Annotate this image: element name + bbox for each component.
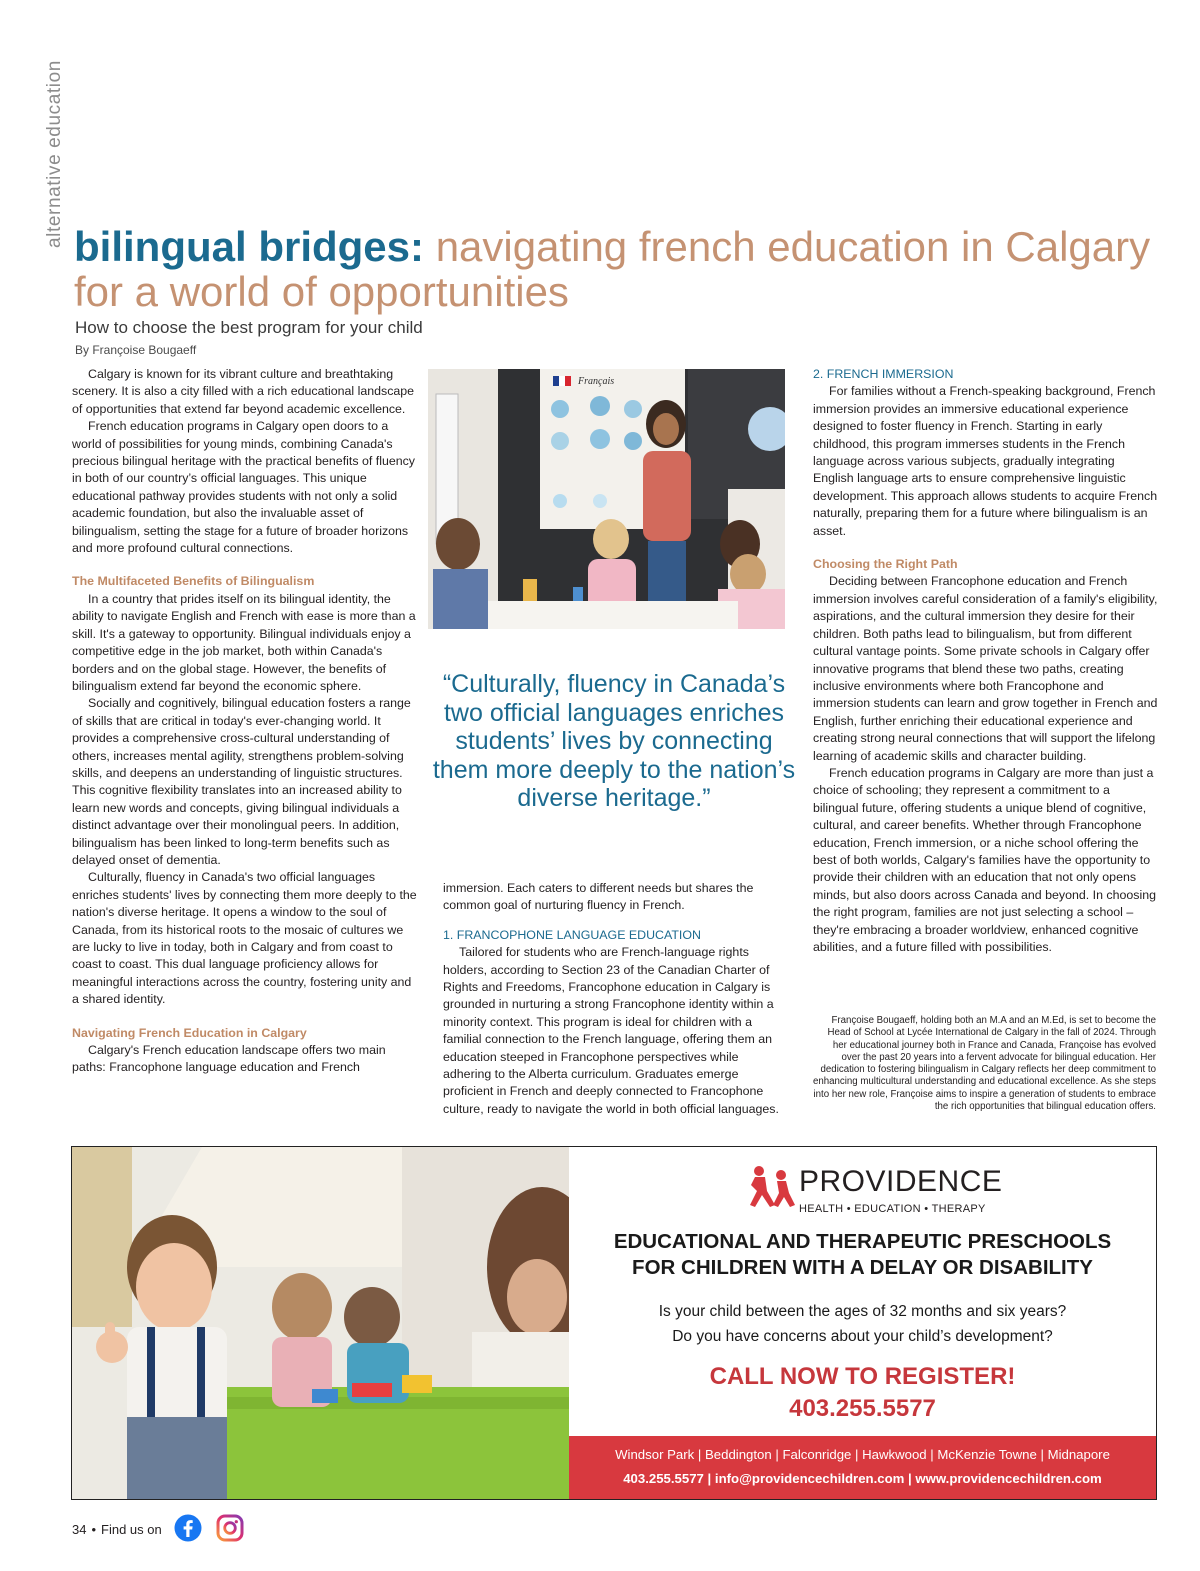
pull-quote: “Culturally, fluency in Canada’s two official languages enriches students’ lives by connecting them more deeply to the nation’s diverse heritage.”	[432, 670, 796, 813]
paragraph: In a country that prides itself on its bilingual identity, the ability to navigate English and French with ease is more than a skill. It's a gateway to opportunity. Bilingual individuals enjoy a competitive edge in the job market, both within Canada's borders and on the global stage. However, the benefits of bilingualism extend far beyond the economic sphere.	[72, 591, 416, 693]
article-title	[74, 224, 1174, 314]
paragraph: Deciding between Francophone education and French immersion involves careful consideration of a family's eligibility, aspirations, and the cultural immersion they desire for their children. Both paths lead to bilingualism, but from different cultural vantage points. Some private schools in Calgary offer innovative programs that blend these two paths, creating inclusive environments where both Francophone and immersion students can learn and grow together in French and English, further enriching their educational experience and creating strong neural connections that will support the lifelong learning of academic skills and character building.	[813, 574, 1158, 763]
bullet-separator: •	[91, 1521, 97, 1537]
title-rest: navigating french education in Calgary for a world of opportunities	[74, 223, 1151, 315]
paragraph: immersion. Each caters to different needs but shares the common goal of nurturing fluency in French.	[443, 881, 754, 913]
paragraph: Culturally, fluency in Canada's two official languages enriches students' lives by connecting them more deeply to the nation's diverse heritage. It opens a window to the soul of Canada, from its historical roots to the mosaic of cultures we are lucky to live in today, both in Calgary and from coast to coast to coast. This dual language proficiency allows for meaningful interactions across the country, fostering unity and a shared identity.	[72, 870, 417, 1007]
cta-text: CALL NOW TO REGISTER!	[709, 1363, 1016, 1390]
ad-locations: Windsor Park | Beddington | Falconridge | Hawkwood | McKenzie Towne | Midnapore	[615, 1447, 1110, 1462]
paragraph: Tailored for students who are French-language rights holders, according to Section 23 of the Canadian Charter of Rights and Freedoms, Francophone education in Calgary is grounded in nurturing a strong Francophone identity within a minority context. This program is ideal for children with a familial connection to the French language, offering them an education steeped in Francophone perspectives while adhering to the Alberta curriculum. Graduates emerge proficient in French and deeply connected to Francophone culture, ready to navigate the world in both official languages.	[443, 945, 779, 1116]
section-label: alternative education	[44, 60, 65, 248]
section-heading: 1. FRANCOPHONE LANGUAGE EDUCATION	[443, 927, 701, 942]
ad-questions	[569, 1299, 1156, 1349]
ad-headline	[569, 1229, 1156, 1281]
ad-contact-links[interactable]: 403.255.5577 | info@providencechildren.com | www.providencechildren.com	[623, 1471, 1102, 1486]
brand-name: PROVIDENCE	[799, 1165, 1003, 1198]
instagram-icon[interactable]	[216, 1514, 244, 1545]
byline: By Françoise Bougaeff	[75, 343, 197, 357]
ad-question: Is your child between the ages of 32 months and six years?	[658, 1303, 1067, 1320]
section-heading: Choosing the Right Path	[813, 557, 958, 572]
board-label: Français	[578, 376, 615, 387]
paragraph: Calgary's French education landscape offers two main paths: Francophone language education and French	[72, 1043, 386, 1075]
section-heading: The Multifaceted Benefits of Bilingualism	[72, 574, 315, 589]
ad-headline-line: FOR CHILDREN WITH A DELAY OR DISABILITY	[632, 1256, 1093, 1279]
page-footer	[72, 1515, 244, 1543]
find-us-label: Find us on	[101, 1521, 162, 1537]
page-number: 34	[72, 1521, 87, 1537]
cta-phone[interactable]: 403.255.5577	[789, 1395, 936, 1422]
section-heading: 2. FRENCH IMMERSION	[813, 367, 954, 381]
providence-logo	[737, 1163, 1003, 1219]
paragraph: For families without a French-speaking background, French immersion provides an immersive educational experience designed to foster fluency in French. Starting in early childhood, this program immerses students in the French language across various subjects, gradually integrating English language arts to ensure comprehensive linguistic development. This approach allows students to acquire French naturally, preparing them for a future where bilingualism is an asset.	[813, 384, 1158, 538]
ad-contact-band	[569, 1436, 1156, 1499]
running-children-icon	[737, 1163, 797, 1213]
facebook-icon[interactable]	[174, 1514, 202, 1545]
providence-advertisement[interactable]	[71, 1146, 1157, 1500]
article-column-2	[443, 880, 788, 1118]
article-subtitle: How to choose the best program for your child	[75, 318, 423, 337]
title-lead: bilingual bridges:	[74, 223, 425, 270]
paragraph: Socially and cognitively, bilingual education fosters a range of skills that are critical in today's ever-changing world. It provides a comprehensive cross-cultural understanding of others, increases mental agility, strengthens problem-solving skills, and deepens an understanding of linguistic structures. This cognitive flexibility translates into an increased ability to learn new words and concepts, giving bilingual individuals a distinct advantage over their monolingual peers. In addition, bilingualism has been linked to long-term benefits such as delayed onset of dementia.	[72, 696, 411, 867]
ad-content	[569, 1147, 1156, 1499]
ad-call-to-action	[569, 1361, 1156, 1425]
article-column-1	[72, 366, 420, 1077]
paragraph: Calgary is known for its vibrant culture and breathtaking scenery. It is also a city filled with a rich educational landscape of opportunities that extend far beyond academic excellence.	[72, 367, 415, 416]
brand-tagline: HEALTH • EDUCATION • THERAPY	[799, 1203, 986, 1215]
ad-photo	[72, 1147, 569, 1499]
classroom-photo	[428, 369, 785, 629]
article-column-3	[813, 366, 1158, 956]
author-bio: Françoise Bougaeff, holding both an M.A and an M.Ed, is set to become the Head of School at Lycée International de Calgary in the fall of 2024. Through her educational journey both in France and Canada, Françoise has evolved over the past 20 years into a fervent advocate for bilingual education. Her dedication to fostering bilingualism in Calgary reflects her deep commitment to enhancing multicultural understanding and educational excellence. As she steps into her new role, Françoise aims to inspire a generation of students to embrace the rich opportunities that bilingual education offers.	[812, 1015, 1156, 1113]
ad-question: Do you have concerns about your child’s development?	[672, 1328, 1053, 1345]
paragraph: French education programs in Calgary open doors to a world of possibilities for young minds, combining Canada's precious bilingual heritage with the practical benefits of fluency in both of our country’s official languages. This unique educational pathway provides students with not only a solid academic foundation, but also the invaluable asset of bilingualism, setting the stage for a future of broader horizons and more profound cultural connections.	[72, 419, 416, 556]
paragraph: French education programs in Calgary are more than just a choice of schooling; they represent a commitment to a bilingual future, offering students a unique blend of cognitive, cultural, and career benefits. Whether through Francophone education, French immersion, or a niche school offering the best of both worlds, Calgary's families have the opportunity to provide their children with an education that not only opens minds, but also doors across Canada and beyond. In choosing the right program, families are not just selecting a school – they're embracing a broader worldview, enhanced cognitive abilities, and a future filled with possibilities.	[813, 765, 1157, 954]
section-heading: Navigating French Education in Calgary	[72, 1025, 307, 1040]
ad-headline-line: EDUCATIONAL AND THERAPEUTIC PRESCHOOLS	[613, 1230, 1112, 1253]
